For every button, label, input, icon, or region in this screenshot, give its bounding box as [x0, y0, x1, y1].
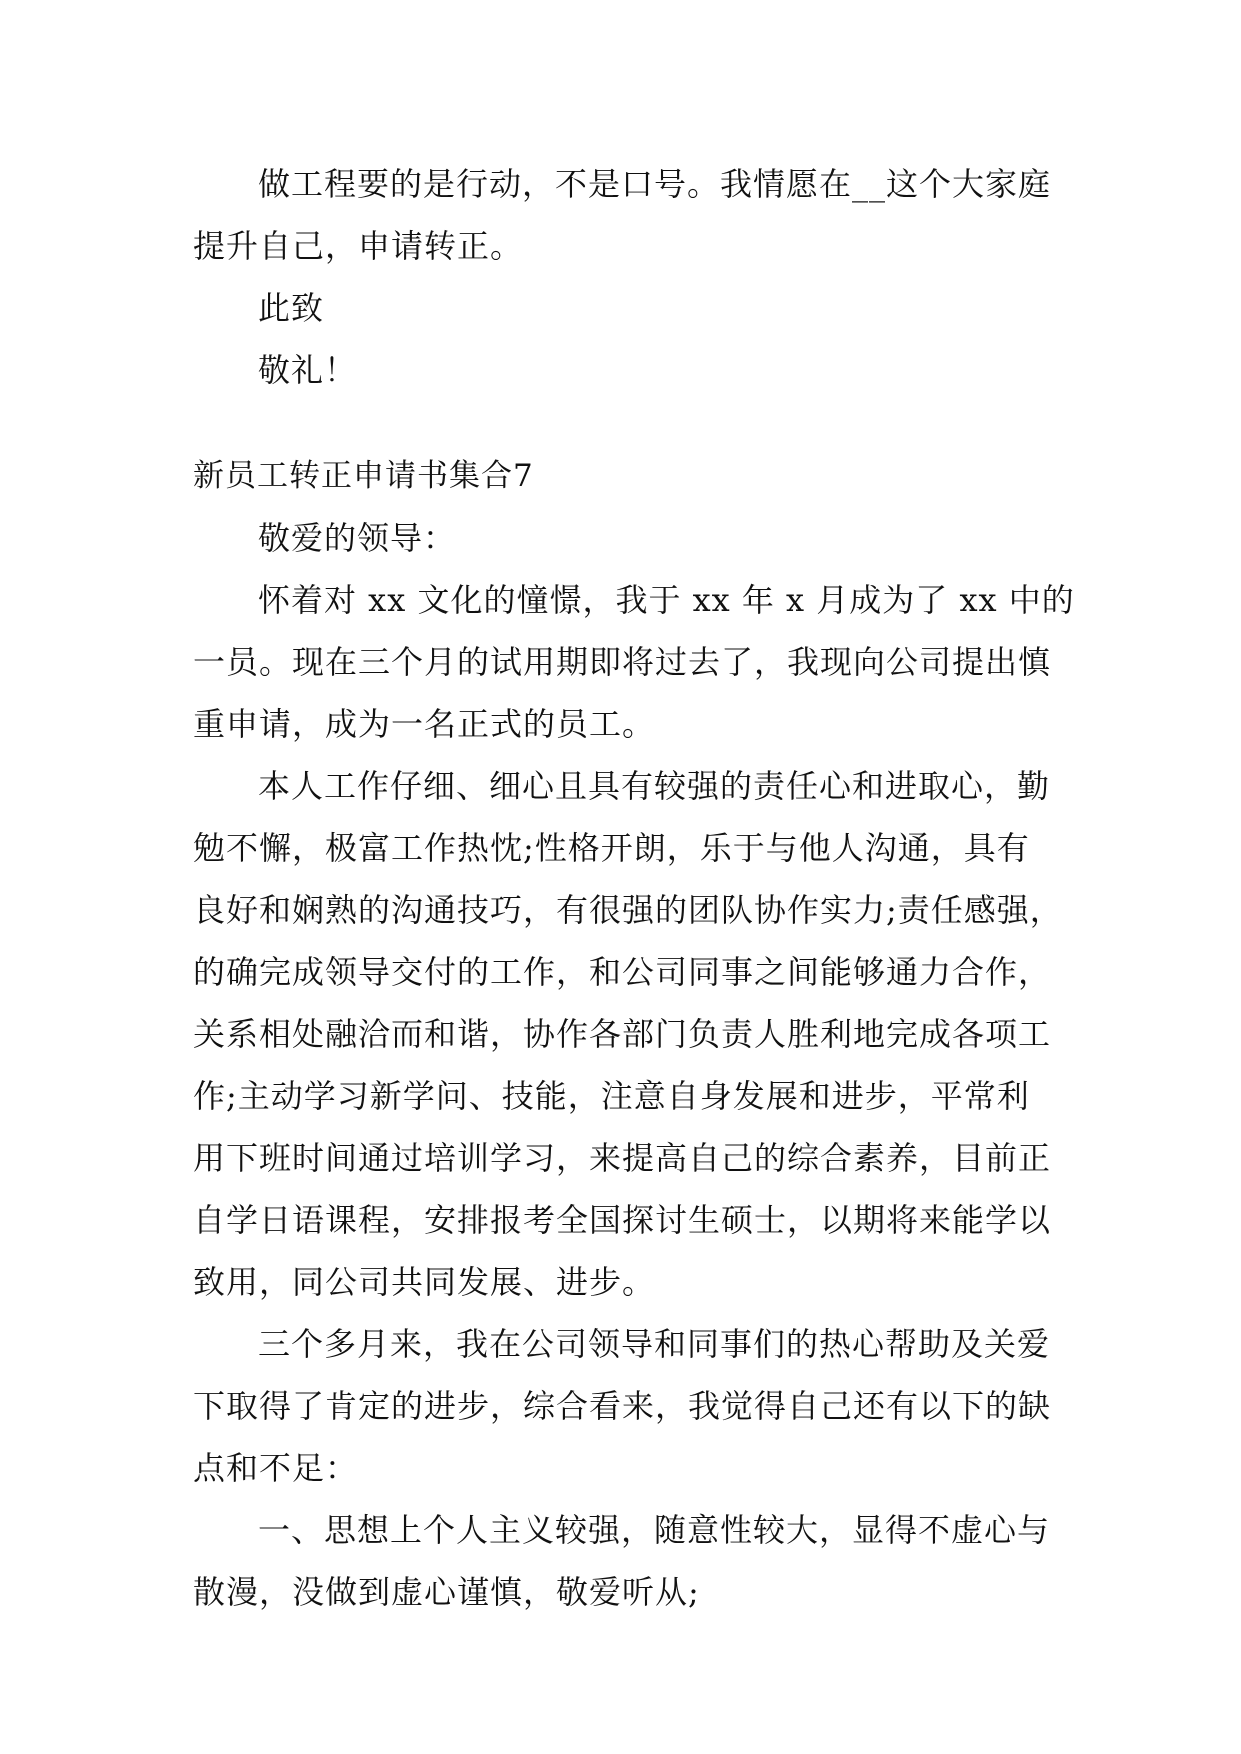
paragraph-line-8: 良好和娴熟的沟通技巧，有很强的团队协作实力;责任感强，: [193, 891, 1063, 929]
closing-salutation: 此致: [258, 289, 325, 327]
paragraph-line-11: 作;主动学习新学问、技能，注意自身发展和进步，平常利: [193, 1077, 1030, 1115]
paragraph-line-4: 一员。现在三个月的试用期即将过去了，我现向公司提出慎: [193, 643, 1052, 681]
paragraph-line-6: 本人工作仔细、细心且具有较强的责任心和进取心，勤: [258, 767, 1051, 805]
paragraph-line-15: 三个多月来，我在公司领导和同事们的热心帮助及关爱: [258, 1325, 1051, 1363]
paragraph-line-19: 散漫，没做到虚心谨慎，敬爱听从;: [193, 1573, 700, 1611]
paragraph-line-1: 做工程要的是行动，不是口号。我情愿在__这个大家庭: [258, 165, 1052, 203]
greeting: 敬爱的领导：: [258, 519, 457, 557]
paragraph-line-16: 下取得了肯定的进步，综合看来，我觉得自己还有以下的缺: [193, 1387, 1052, 1425]
paragraph-line-2: 提升自己，申请转正。: [193, 227, 524, 265]
paragraph-line-17: 点和不足：: [193, 1449, 359, 1487]
paragraph-line-5: 重申请，成为一名正式的员工。: [193, 705, 656, 743]
paragraph-line-10: 关系相处融洽而和谐，协作各部门负责人胜利地完成各项工: [193, 1015, 1052, 1053]
closing-regards: 敬礼！: [258, 351, 358, 389]
paragraph-line-18: 一、思想上个人主义较强，随意性较大，显得不虚心与: [258, 1511, 1051, 1549]
paragraph-line-12: 用下班时间通过培训学习，来提高自己的综合素养，目前正: [193, 1139, 1052, 1177]
paragraph-line-7: 勉不懈，极富工作热忱;性格开朗，乐于与他人沟通，具有: [193, 829, 1030, 867]
paragraph-line-14: 致用，同公司共同发展、进步。: [193, 1263, 656, 1301]
section-title: 新员工转正申请书集合7: [193, 458, 534, 494]
paragraph-line-3: 怀着对 xx 文化的憧憬，我于 xx 年 x 月成为了 xx 中的: [258, 581, 1075, 619]
paragraph-line-13: 自学日语课程，安排报考全国探讨生硕士，以期将来能学以: [193, 1201, 1052, 1239]
paragraph-line-9: 的确完成领导交付的工作，和公司同事之间能够通力合作，: [193, 953, 1052, 991]
